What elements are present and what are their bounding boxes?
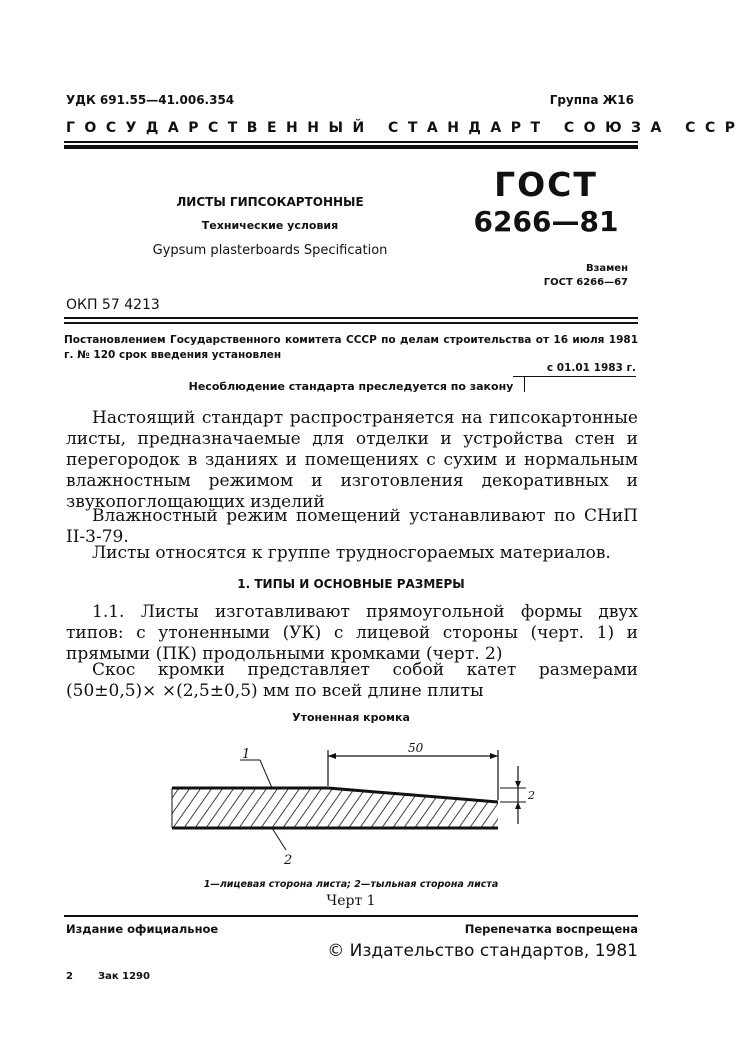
dimension-2-label: 2 [528, 789, 535, 802]
okp-rule-top [64, 317, 638, 319]
bevel-paragraph: Скос кромки представляет собой катет размерами (50±0,5)× ×(2,5±0,5) мм по всей длине плиты [66, 660, 638, 701]
decree-text: Постановлением Государственного комитета СССР по делам строительства от 16 июля 1981 г. № 120 срок введения установлен [64, 334, 638, 361]
doc-english-title: Gypsum plasterboards Specification [152, 243, 388, 258]
figure-number: Черт 1 [326, 893, 376, 909]
footer-rule [64, 915, 638, 917]
group-code: Группа Ж16 [549, 93, 634, 107]
edge-drawing [160, 736, 540, 876]
gost-number: 6266—81 [473, 205, 619, 238]
banner-title: ГОСУДАРСТВЕННЫЙ СТАНДАРТ СОЮЗА ССР [66, 120, 744, 136]
clause-1-1: 1.1. Листы изготавливают прямоугольной формы двух типов: с утоненными (УК) с лицевой стороны (черт. 1) и прямыми (ПК) продольными кромками (черт. 2) [66, 602, 638, 664]
intro-paragraph: Настоящий стандарт распространяется на гипсокартонные листы, предназначаемые для отделки и устройства стен и перегородок в зданиях и помещениях с сухим и нормальным влажностным режимом и изготовления декоративных и звукопоглощающих изделий [66, 408, 638, 512]
replaces-value: ГОСТ 6266—67 [543, 277, 628, 288]
dimension-50-label: 50 [408, 741, 424, 755]
decree-date-rule [513, 376, 636, 377]
fire-paragraph: Листы относятся к группе трудносгораемых материалов. [92, 543, 611, 563]
replaces-label: Взамен [585, 263, 628, 274]
copyright: © Издательство стандартов, 1981 [327, 941, 638, 961]
okp-rule-bottom [64, 322, 638, 324]
header-rule-bottom [64, 145, 638, 149]
decree-date: с 01.01 1983 г. [546, 362, 636, 374]
legal-notice: Несоблюдение стандарта преследуется по закону [188, 380, 514, 393]
gost-label: ГОСТ [494, 165, 598, 204]
humidity-paragraph: Влажностный режим помещений устанавливают по СНиП II-3-79. [66, 506, 638, 547]
udk-code: УДК 691.55—41.006.354 [66, 93, 235, 107]
official-edition: Издание официальное [66, 922, 219, 936]
callout-2-label: 2 [284, 853, 293, 868]
okp-code: ОКП 57 4213 [66, 297, 160, 313]
section-1-title: 1. ТИПЫ И ОСНОВНЫЕ РАЗМЕРЫ [237, 577, 465, 591]
reprint-notice: Перепечатка воспрещена [464, 922, 638, 936]
header-rule-top [64, 141, 638, 143]
doc-subtitle: Технические условия [201, 219, 339, 232]
sheet-section [172, 788, 498, 828]
figure-title: Утоненная кромка [292, 711, 410, 724]
doc-title: ЛИСТЫ ГИПСОКАРТОННЫЕ [176, 195, 364, 209]
page-number: 2 [66, 971, 73, 982]
order-number: Зак 1290 [98, 971, 150, 982]
figure-caption: 1—лицевая сторона листа; 2—тыльная сторона листа [203, 879, 499, 890]
callout-1-label: 1 [242, 747, 251, 762]
notice-marker-rule [524, 376, 525, 392]
